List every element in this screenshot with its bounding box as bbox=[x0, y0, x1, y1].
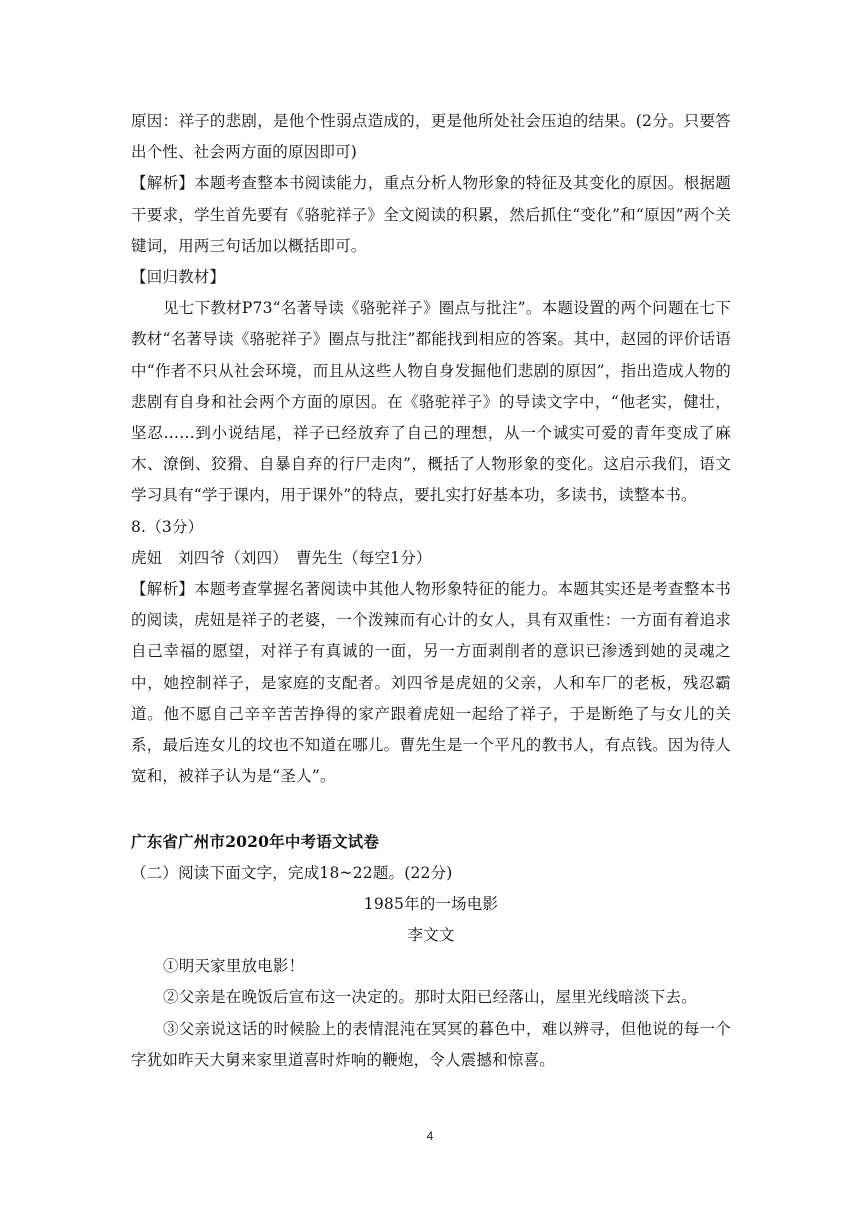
article-paragraph-3: ③父亲说这话的时候脸上的表情混沌在冥冥的暮色中，难以辨寻，但他说的每一个字犹如昨天大舅来家里道喜时炸响的鞭炮，令人震撼和惊喜。 bbox=[131, 1019, 731, 1069]
page-content bbox=[131, 106, 731, 1076]
question-intro: （二）阅读下面文字，完成18~22题。(22分) bbox=[131, 863, 453, 882]
page-number: 4 bbox=[426, 1129, 434, 1143]
analysis-paragraph-1: 【解析】本题考查整本书阅读能力，重点分析人物形象的特征及其变化的原因。根据题干要求，学生首先要有《骆驼祥子》全文阅读的积累，然后抓住“变化”和“原因”两个关键词，用两三句话加以概括即可。 bbox=[131, 174, 731, 255]
article-author: 李文文 bbox=[407, 926, 455, 945]
article-paragraph-1: ①明天家里放电影！ bbox=[163, 957, 305, 976]
return-to-textbook-heading: 【回归教材】 bbox=[131, 268, 226, 287]
question-8-answer: 虎妞 刘四爷（刘四） 曹先生（每空1分） bbox=[131, 548, 432, 567]
section-spacer bbox=[131, 792, 731, 826]
article-paragraph-2: ②父亲是在晚饭后宣布这一决定的。那时太阳已经落山，屋里光线暗淡下去。 bbox=[163, 988, 697, 1007]
analysis-paragraph-2: 【解析】本题考查掌握名著阅读中其他人物形象特征的能力。本题其实还是考查整本书的阅读，虎妞是祥子的老婆，一个泼辣而有心计的女人，具有双重性：一方面有着追求自己幸福的愿望，对祥子有真诚的一面，另一方面剥削者的意识已渗透到她的灵魂之中，她控制祥子，是家庭的支配者。刘四爷是虎妞的父亲，人和车厂的老板，残忍霸道。他不愿自己辛辛苦苦挣得的家产跟着虎妞一起给了祥子，于是断绝了与女儿的关系，最后连女儿的坟也不知道在哪儿。曹先生是一个平凡的教书人，有点钱。因为待人宽和，被祥子认为是“圣人”。 bbox=[131, 580, 731, 786]
answer-reason-paragraph: 原因：祥子的悲剧，是他个性弱点造成的，更是他所处社会压迫的结果。(2分。只要答出个性、社会两方面的原因即可) bbox=[131, 112, 731, 162]
section-title: 广东省广州市2020年中考语文试卷 bbox=[131, 832, 380, 852]
article-title: 1985年的一场电影 bbox=[363, 894, 499, 913]
textbook-paragraph: 见七下教材P73“名著导读《骆驼祥子》圈点与批注”。本题设置的两个问题在七下教材“名著导读《骆驼祥子》圈点与批注”都能找到相应的答案。其中，赵园的评价话语中“作者不只从社会环境，而且从这些人物自身发掘他们悲剧的原因”，指出造成人物的悲剧有自身和社会两个方面的原因。在《骆驼祥子》的导读文字中，“他老实，健壮，坚忍……到小说结尾，祥子已经放弃了自己的理想，从一个诚实可爱的青年变成了麻木、潦倒、狡猾、自暴自弃的行尸走肉”，概括了人物形象的变化。这启示我们，语文学习具有“学于课内，用于课外”的特点，要扎实打好基本功，多读书，读整本书。 bbox=[131, 299, 731, 505]
question-8-heading: 8.（3分） bbox=[131, 517, 204, 536]
